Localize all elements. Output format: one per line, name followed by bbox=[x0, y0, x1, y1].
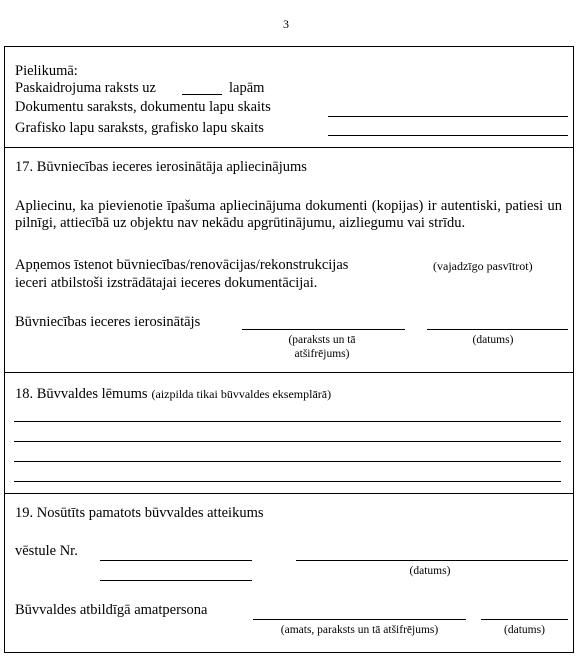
signer-signature-field[interactable] bbox=[242, 329, 405, 330]
decision-line-2[interactable] bbox=[14, 441, 561, 442]
official-date-caption: (datums) bbox=[504, 624, 545, 636]
section19-title: 19. Nosūtīts pamatots būvvaldes atteikums bbox=[15, 505, 264, 521]
section-divider bbox=[4, 147, 574, 148]
section18-title bbox=[15, 385, 331, 403]
section17-paragraph2-main: Apņemos īstenot būvniecības/renovācijas/rekonstrukcijas bbox=[15, 257, 349, 273]
letter-date-field[interactable] bbox=[296, 560, 568, 561]
official-label: Būvvaldes atbildīgā amatpersona bbox=[15, 602, 208, 618]
documents-list-field[interactable] bbox=[328, 116, 568, 117]
page-number: 3 bbox=[283, 17, 289, 31]
official-caption: (amats, paraksts un tā atšifrējums) bbox=[280, 624, 439, 636]
letter-number-field-2[interactable] bbox=[100, 580, 252, 581]
section18-title-note: (aizpilda tikai būvvaldes eksemplārā) bbox=[151, 387, 332, 401]
decision-line-1[interactable] bbox=[14, 421, 561, 422]
letter-date-caption: (datums) bbox=[409, 565, 451, 577]
section17-title: 17. Būvniecības ieceres ierosinātāja apliecinājums bbox=[15, 159, 307, 175]
section-divider bbox=[4, 372, 574, 373]
signer-date-field[interactable] bbox=[427, 329, 568, 330]
attachments-heading: Pielikumā: bbox=[15, 63, 78, 79]
letter-number-field-1[interactable] bbox=[100, 560, 252, 561]
attachments-line1-prefix: Paskaidrojuma raksts uz bbox=[15, 80, 156, 96]
section-divider bbox=[4, 493, 574, 494]
signature-caption-1: (paraksts un tā bbox=[288, 334, 356, 346]
official-signature-field[interactable] bbox=[253, 619, 466, 620]
section17-paragraph1: Apliecinu, ka pievienotie īpašuma apliecinājuma dokumenti (kopijas) ir autentiski, patiesi un pilnīgi, attiecībā uz objektu nav nekādu apgrūtinājumu, aizliegumu vai strīdu. bbox=[15, 198, 562, 231]
section18-title-main: 18. Būvvaldes lēmums bbox=[15, 386, 148, 402]
attachments-line3: Grafisko lapu saraksts, grafisko lapu skaits bbox=[15, 120, 264, 136]
attachments-line1-suffix: lapām bbox=[229, 80, 265, 96]
signature-caption-2: atšifrējums) bbox=[294, 348, 350, 360]
date-caption: (datums) bbox=[472, 334, 514, 346]
attachments-line2: Dokumentu saraksts, dokumentu lapu skaits bbox=[15, 99, 271, 115]
signer-label: Būvniecības ieceres ierosinātājs bbox=[15, 314, 201, 330]
section17-paragraph2-tail: ieceri atbilstoši izstrādātajai ieceres dokumentācijai. bbox=[15, 275, 318, 291]
official-date-field[interactable] bbox=[481, 619, 568, 620]
explanatory-note-pages-field[interactable] bbox=[182, 94, 222, 95]
section17-paragraph2-note: (vajadzīgo pasvītrot) bbox=[433, 259, 533, 273]
letter-number-label: vēstule Nr. bbox=[15, 543, 78, 559]
decision-line-4[interactable] bbox=[14, 481, 561, 482]
graphic-list-field[interactable] bbox=[328, 135, 568, 136]
decision-line-3[interactable] bbox=[14, 461, 561, 462]
